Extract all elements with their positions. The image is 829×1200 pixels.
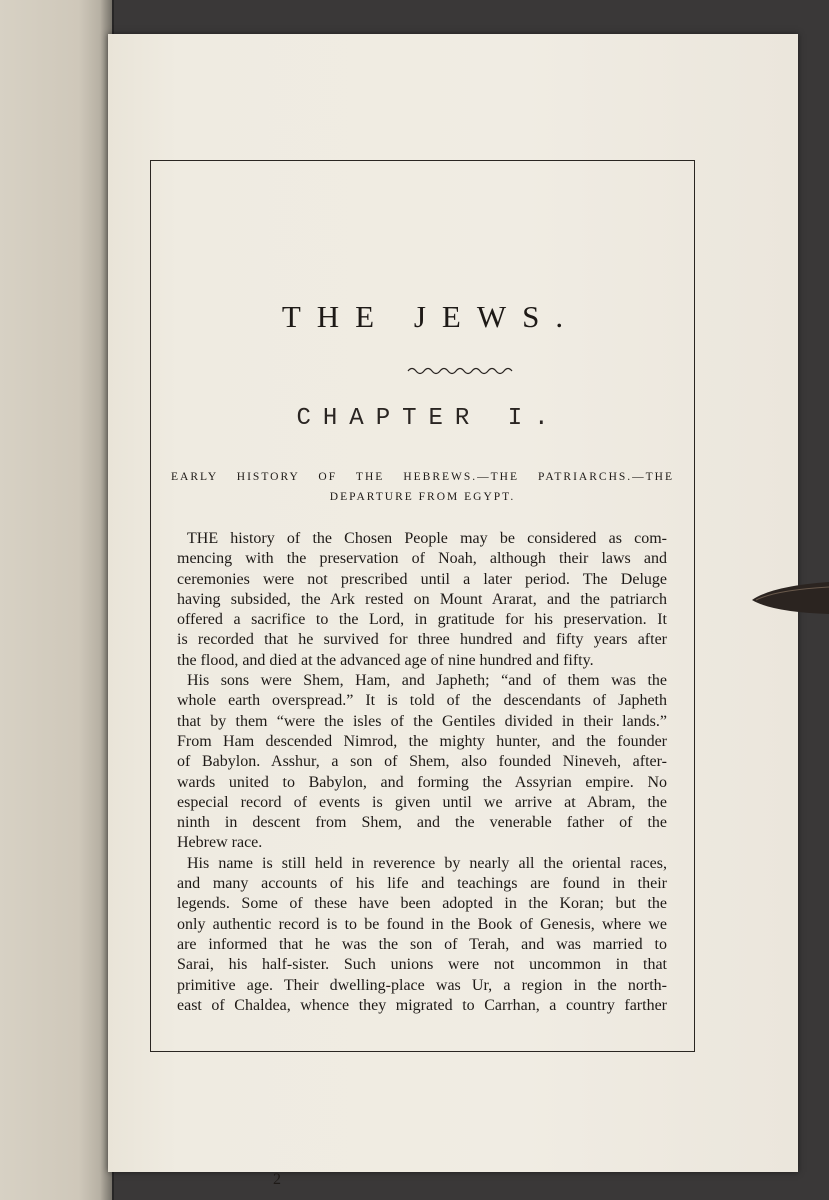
text-line: offered a sacrifice to the Lord, in gratitude for his preservation. It <box>177 611 667 629</box>
text-line: wards united to Babylon, and forming the Assyrian empire. No <box>177 773 667 791</box>
bookmark-tab <box>752 578 829 618</box>
text-line: legends. Some of these have been adopted in the Koran; but the <box>177 895 667 913</box>
body-text <box>177 529 667 1016</box>
previous-page-edge <box>0 0 112 1200</box>
text-line: mencing with the preservation of Noah, although their laws and <box>177 550 667 568</box>
text-line: especial record of events is given until we arrive at Abram, the <box>177 793 667 811</box>
page-title: THE JEWS. <box>281 299 580 334</box>
text-line: His sons were Shem, Ham, and Japheth; “and of them was the <box>187 672 667 690</box>
book-page <box>108 34 798 1188</box>
text-line: having subsided, the Ark rested on Mount Ararat, and the patriarch <box>177 590 667 608</box>
text-line: are informed that he was the son of Terah, and was married to <box>177 935 667 953</box>
signature-mark: 2 <box>273 1171 281 1188</box>
text-line: east of Chaldea, whence they migrated to Carrhan, a country farther <box>177 996 667 1014</box>
wavy-ornament <box>406 365 516 375</box>
subheading-line-2: DEPARTURE FROM EGYPT. <box>329 491 516 503</box>
text-line: primitive age. Their dwelling-place was Ur, a region in the north- <box>177 976 667 994</box>
text-line: THE history of the Chosen People may be considered as com- <box>187 530 667 547</box>
text-line: ceremonies were not prescribed until a later period. The Deluge <box>177 570 667 588</box>
text-line: Hebrew race. <box>177 834 263 852</box>
text-line: ninth in descent from Shem, and the venerable father of the <box>177 814 667 832</box>
text-line: only authentic record is to be found in the Book of Genesis, where we <box>177 915 667 933</box>
text-line: His name is still held in reverence by nearly all the oriental races, <box>187 854 667 872</box>
chapter-subheading <box>171 467 674 507</box>
page-border-frame <box>150 160 695 1188</box>
text-line: Sarai, his half-sister. Such unions were not uncommon in that <box>177 956 667 974</box>
text-line: that by them “were the isles of the Gentiles divided in their lands.” <box>177 712 667 730</box>
text-line: and many accounts of his life and teachings are found in their <box>177 875 667 893</box>
chapter-heading: CHAPTER I. <box>296 405 561 432</box>
text-line: of Babylon. Asshur, a son of Shem, also founded Nineveh, after- <box>177 753 667 771</box>
text-line: whole earth overspread.” It is told of the descendants of Japheth <box>177 692 667 710</box>
paragraph-2 <box>177 671 667 854</box>
paragraph-3 <box>177 854 667 1016</box>
text-line: the flood, and died at the advanced age of nine hundred and fifty. <box>177 651 594 669</box>
text-line: From Ham descended Nimrod, the mighty hunter, and the founder <box>177 732 667 750</box>
paragraph-1 <box>177 529 667 671</box>
text-line: is recorded that he survived for three hundred and fifty years after <box>177 631 667 649</box>
subheading-line-1: EARLY HISTORY OF THE HEBREWS.—THE PATRIARCHS.—THE <box>171 471 674 483</box>
